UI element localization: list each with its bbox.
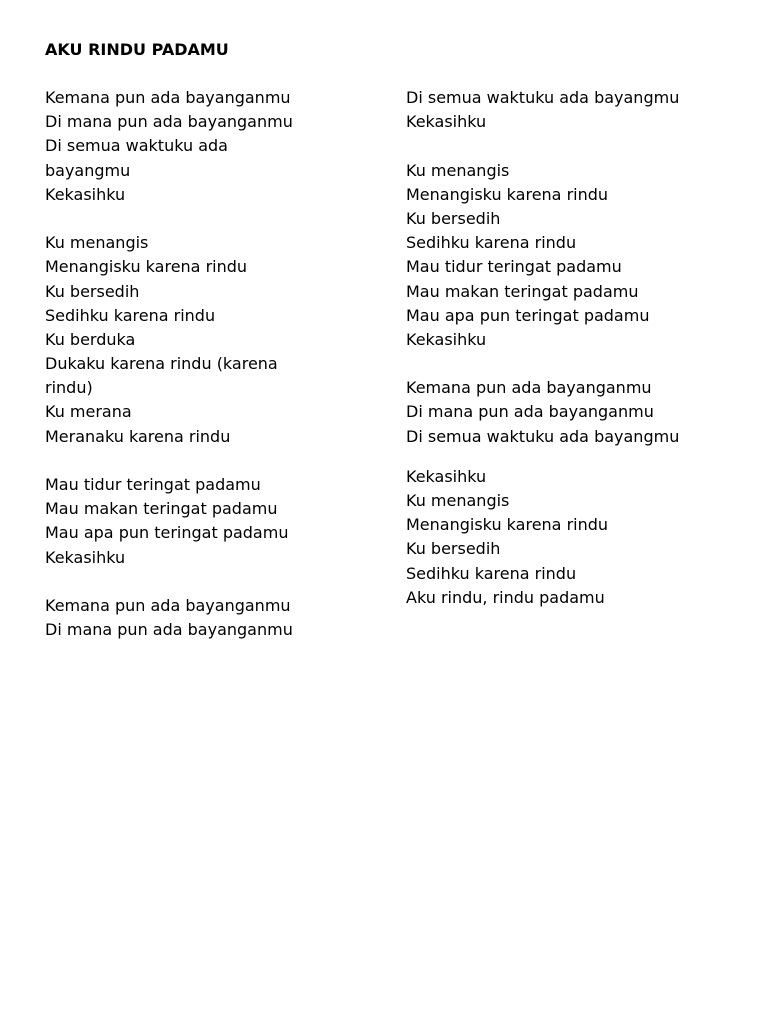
lyric-line: Di semua waktuku ada bayangmu — [406, 88, 680, 107]
stanza-gap — [45, 449, 345, 473]
lyric-line: Di mana pun ada bayanganmu — [45, 112, 293, 132]
lyric-line: Ku bersedih — [45, 281, 140, 301]
lyric-line: Kemana pun ada bayanganmu — [45, 88, 291, 107]
lyric-line: bayangmu — [45, 160, 131, 180]
lyric-line: Ku menangis — [406, 160, 510, 180]
stanza — [406, 86, 746, 134]
stanza-gap — [45, 207, 345, 231]
lyric-line: Meranaku karena rindu — [45, 426, 231, 446]
lyric-line: Kemana pun ada bayanganmu — [406, 378, 652, 398]
stanza-gap — [45, 570, 345, 594]
lyric-line: Menangisku karena rindu — [45, 257, 248, 277]
lyric-line: Mau makan teringat padamu — [45, 499, 278, 519]
lyric-line: Sedihku karena rindu — [406, 233, 577, 253]
lyric-line: Kekasihku — [406, 466, 487, 486]
stanza — [406, 465, 746, 610]
stanza-gap — [406, 449, 746, 465]
lyric-line: Kemana pun ada bayanganmu — [45, 595, 291, 615]
lyric-line: Ku bersedih — [406, 539, 501, 559]
stanza — [45, 473, 345, 570]
stanza — [45, 86, 345, 207]
lyric-line: Mau apa pun teringat padamu — [406, 305, 650, 325]
lyric-line: Aku rindu, rindu padamu — [406, 587, 605, 607]
lyric-line: Menangisku karena rindu — [406, 515, 609, 535]
lyric-line: Di mana pun ada bayanganmu — [406, 402, 654, 422]
lyric-line: rindu) — [45, 378, 93, 398]
song-title: AKU RINDU PADAMU — [45, 40, 229, 59]
lyrics-right-column — [406, 86, 746, 610]
lyric-line: Di semua waktuku ada — [45, 136, 228, 156]
lyric-line: Di semua waktuku ada bayangmu — [406, 426, 680, 446]
lyric-line: Mau tidur teringat padamu — [406, 257, 622, 277]
stanza — [406, 159, 746, 353]
lyric-line: Ku merana — [45, 402, 132, 422]
stanza-gap — [406, 134, 746, 158]
lyric-line: Ku menangis — [406, 491, 510, 510]
lyric-line: Kekasihku — [45, 547, 126, 567]
lyric-line: Sedihku karena rindu — [45, 305, 216, 325]
lyric-line: Kekasihku — [406, 329, 487, 349]
lyric-line: Menangisku karena rindu — [406, 184, 609, 204]
lyric-line: Ku bersedih — [406, 208, 501, 228]
lyric-line: Di mana pun ada bayanganmu — [45, 620, 293, 640]
lyric-line: Ku menangis — [45, 233, 149, 253]
lyric-line: Dukaku karena rindu (karena — [45, 354, 278, 374]
lyric-line: Kekasihku — [45, 184, 126, 204]
stanza — [406, 376, 746, 449]
lyric-line: Mau makan teringat padamu — [406, 281, 639, 301]
stanza — [45, 594, 345, 642]
lyric-line: Sedihku karena rindu — [406, 563, 577, 583]
lyric-line: Mau apa pun teringat padamu — [45, 523, 289, 543]
lyric-line: Mau tidur teringat padamu — [45, 475, 261, 494]
stanza-gap — [406, 352, 746, 376]
lyrics-left-column — [45, 86, 345, 642]
lyric-line: Ku berduka — [45, 329, 136, 349]
lyric-line: Kekasihku — [406, 112, 487, 132]
stanza — [45, 231, 345, 449]
